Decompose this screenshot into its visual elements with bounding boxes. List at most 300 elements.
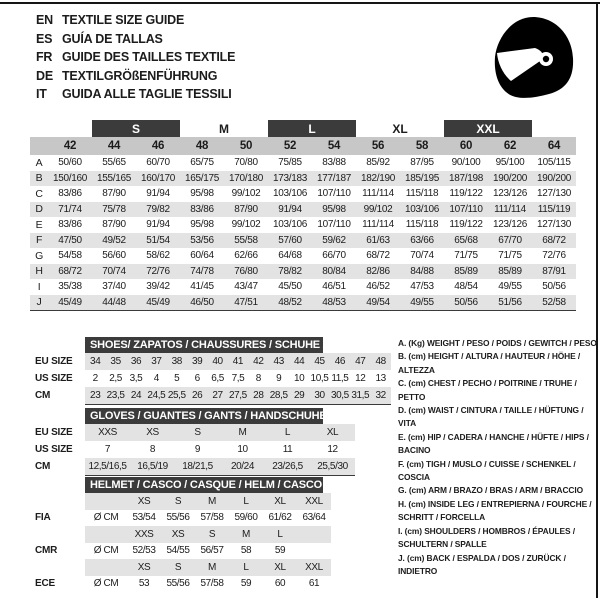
language-code: FR (36, 50, 53, 65)
glove-size-cell: 23/26,5 (272, 461, 303, 472)
measurement-cell: 35/38 (58, 281, 82, 293)
measurement-cell: 74/78 (190, 265, 214, 277)
shoe-size-cell: 28 (253, 390, 264, 401)
shoe-size-cell: 46 (334, 356, 346, 367)
helmet-measure-cell: 54/55 (166, 545, 190, 557)
measurement-cell: 115/119 (537, 203, 571, 215)
measurement-cell: 190/200 (536, 172, 572, 184)
helmet-size-cell: XS (137, 561, 151, 573)
shoes-section-title: SHOES/ ZAPATOS / CHAUSSURES / SCHUHE / SCARPE (85, 337, 323, 353)
measurement-cell: 85/89 (454, 265, 478, 277)
legend-item: I. (cm) SHOULDERS / HOMBROS / ÉPAULES / SCHULTERN / SPALLE (398, 525, 575, 550)
helmet-size-label-row (85, 493, 331, 510)
shoe-size-cell: 7,5 (231, 373, 245, 384)
size-table-row (85, 458, 355, 475)
measurement-cell: 115/118 (405, 219, 439, 231)
shoe-size-cell: 42 (253, 356, 264, 367)
measurement-cell: 119/122 (449, 188, 483, 200)
measurement-row (30, 248, 576, 264)
size-table-row (85, 353, 391, 370)
glove-size-cell: 12 (327, 444, 338, 455)
row-letter: E (35, 218, 43, 231)
shoe-size-cell: 26 (191, 390, 203, 401)
helmet-value-row (85, 510, 331, 527)
measurement-cell: 123/126 (492, 219, 528, 231)
row-letter: A (35, 156, 43, 169)
row-label: CM (35, 389, 51, 401)
standard-label: ECE (35, 577, 55, 589)
measurement-cell: 48/53 (322, 296, 346, 308)
row-label: US SIZE (35, 372, 73, 384)
glove-size-cell: 16,5/19 (137, 461, 168, 472)
helmet-size-cell: M (208, 495, 216, 507)
shoe-size-cell: 6 (194, 373, 200, 384)
measurement-cell: 82/86 (366, 265, 390, 277)
measurement-cell: 48/52 (278, 296, 302, 308)
glove-size-cell: XS (146, 427, 159, 438)
helmet-size-label-row (85, 559, 331, 576)
row-label: EU SIZE (35, 355, 73, 367)
measurement-cell: 59/62 (322, 234, 346, 246)
language-label: GUÍA DE TALLAS (62, 31, 163, 46)
shoe-size-cell: 5 (174, 373, 180, 384)
measurement-cell: 52/58 (542, 296, 566, 308)
helmet-measure-cell: 59/60 (234, 512, 258, 524)
measurement-cell: 160/170 (140, 172, 176, 184)
shoe-size-cell: 6,5 (211, 373, 224, 384)
measurement-cell: 127/130 (536, 219, 572, 231)
size-header-cell: 46 (151, 140, 165, 152)
shoe-size-cell: 2,5 (109, 373, 122, 384)
measurement-cell: 80/84 (322, 265, 346, 277)
measurement-cell: 66/70 (322, 250, 346, 262)
measurement-cell: 68/72 (58, 265, 82, 277)
measurement-cell: 170/180 (228, 172, 264, 184)
shoe-size-cell: 38 (171, 356, 182, 367)
measurement-cell: 49/54 (366, 296, 390, 308)
shoe-size-cell: 43 (273, 356, 284, 367)
shoe-size-cell: 9 (276, 373, 282, 384)
helmet-size-cell: L (243, 495, 249, 507)
row-letter: I (37, 280, 41, 293)
measurement-cell: 71/75 (498, 250, 522, 262)
glove-size-cell: 9 (194, 444, 201, 455)
measurement-cell: 70/74 (410, 250, 434, 262)
measurement-cell: 56/60 (102, 250, 126, 262)
helmet-measure-cell: 61/62 (268, 512, 292, 524)
measurement-cell: 70/74 (102, 265, 126, 277)
helmet-measure-cell: 61 (308, 578, 320, 590)
measurement-cell: 58/62 (146, 250, 170, 262)
diameter-unit-cell: Ø CM (93, 545, 119, 557)
shoe-size-cell: 2 (92, 373, 98, 384)
main-table-bottom-line (30, 310, 576, 311)
measurement-cell: 55/58 (234, 234, 258, 246)
measurement-cell: 49/52 (102, 234, 126, 246)
measurement-cell: 70/80 (234, 157, 258, 169)
measurement-cell: 39/42 (146, 281, 170, 293)
helmet-measure-cell: 57/58 (200, 578, 224, 590)
measurement-row (30, 217, 576, 233)
textile-size-table (30, 120, 576, 311)
helmet-size-cell: XXS (134, 528, 154, 540)
measurement-cell: 43/47 (234, 281, 258, 293)
measurement-row (30, 155, 576, 171)
size-header-cell: 58 (415, 140, 429, 152)
measurement-cell: 127/130 (536, 188, 572, 200)
shoe-size-cell: 3,5 (129, 373, 143, 384)
legend-item: G. (cm) ARM / BRAZO / BRAS / ARM / BRACCIO (398, 485, 584, 496)
measurement-cell: 95/98 (190, 219, 214, 231)
shoe-size-cell: 34 (90, 356, 101, 367)
row-letter: G (35, 249, 43, 262)
shoe-size-cell: 12 (355, 373, 366, 384)
glove-size-cell: 10 (237, 444, 248, 455)
legend-item: B. (cm) HEIGHT / ALTURA / HAUTEUR / HÖHE / ALTEZZA (398, 351, 581, 375)
helmet-size-cell: XL (274, 561, 286, 573)
legend-item: C. (cm) CHEST / PECHO / POITRINE / TRUHE / PETTO (398, 378, 577, 402)
size-header-cell: 48 (195, 140, 209, 152)
helmet-size-cell: M (242, 528, 250, 540)
shoe-size-cell: 23 (90, 390, 101, 401)
measurement-cell: 51/54 (146, 234, 170, 246)
measurement-cell: 85/92 (366, 157, 390, 169)
glove-size-cell: S (194, 427, 201, 438)
legend-item: A. (Kg) WEIGHT / PESO / POIDS / GEWITCH / PESO (398, 338, 597, 348)
helmet-measure-cell: 59 (240, 578, 252, 590)
measurement-cell: 71/75 (454, 250, 478, 262)
row-letter: F (35, 234, 43, 247)
shoe-size-cell: 13 (375, 373, 386, 384)
gloves-section-title: GLOVES / GUANTES / GANTS / HANDSCHUHE / GUANTI (85, 408, 323, 424)
measurement-cell: 53/56 (190, 234, 214, 246)
glove-size-cell: 7 (104, 444, 111, 455)
shoe-size-cell: 28,5 (269, 390, 288, 401)
measurement-cell: 99/102 (363, 203, 393, 215)
shoe-size-cell: 37 (151, 356, 162, 367)
measurement-cell: 61/63 (366, 234, 390, 246)
measurement-cell: 115/118 (405, 188, 439, 200)
measurement-cell: 185/195 (404, 172, 440, 184)
legend-item: H. (cm) INSIDE LEG / ENTREPIERNA / FOURCHE / SCHRITT / FORCELLA (398, 498, 592, 523)
legend-item: F. (cm) TIGH / MUSLO / CUISSE / SCHENKEL / COSCIA (398, 458, 576, 483)
shoe-size-cell: 47 (355, 356, 366, 367)
measurement-cell: 84/88 (410, 265, 434, 277)
row-letter: B (35, 172, 43, 185)
measurement-cell: 150/160 (52, 172, 88, 184)
shoes-section (30, 337, 391, 405)
shoe-size-cell: 39 (191, 356, 203, 367)
measurement-cell: 103/106 (272, 219, 308, 231)
shoe-size-cell: 35 (110, 356, 121, 367)
measurement-cell: 87/90 (234, 203, 258, 215)
helmet-size-cell: XS (137, 495, 151, 507)
helmet-size-cell: L (243, 561, 249, 573)
size-group-cell: L (268, 120, 356, 137)
measurement-cell: 91/94 (278, 203, 302, 215)
measurement-cell: 50/56 (454, 296, 478, 308)
glove-size-cell: 18/21,5 (182, 461, 213, 472)
helmet-size-cell: XXL (305, 495, 323, 507)
measurement-cell: 51/56 (498, 296, 522, 308)
measurement-cell: 75/78 (102, 203, 126, 215)
shoe-size-cell: 11,5 (331, 373, 349, 384)
measurement-cell: 99/102 (231, 188, 261, 200)
helmet-measure-cell: 56/57 (200, 545, 224, 557)
helmet-value-row (85, 543, 331, 560)
size-header-cell: 64 (547, 140, 561, 152)
measurement-row (30, 233, 576, 249)
shoe-size-cell: 41 (232, 356, 244, 367)
helmet-size-cell: XS (171, 528, 185, 540)
measurement-cell: 90/100 (451, 157, 481, 169)
measurement-cell: 65/75 (190, 157, 214, 169)
glove-size-cell: 20/24 (230, 461, 255, 472)
size-table-row (85, 387, 391, 404)
measurement-cell: 78/82 (278, 265, 302, 277)
helmet-measure-cell: 53/54 (132, 512, 156, 524)
language-row (36, 30, 235, 49)
measurement-cell: 68/72 (542, 234, 566, 246)
helmet-measure-cell: 57/58 (200, 512, 224, 524)
language-code: IT (36, 87, 47, 102)
measurement-cell: 165/175 (184, 172, 220, 184)
measurement-cell: 48/54 (454, 281, 478, 293)
measurement-cell: 83/86 (58, 219, 82, 231)
measurement-row (30, 171, 576, 187)
measurement-cell: 123/126 (492, 188, 528, 200)
row-label: EU SIZE (35, 426, 73, 438)
measurement-cell: 111/114 (494, 203, 526, 215)
measurement-cell: 45/49 (58, 296, 82, 308)
measurement-cell: 177/187 (316, 172, 352, 184)
corner-cell (30, 137, 48, 155)
glove-size-cell: 11 (282, 444, 293, 455)
measurement-row (30, 295, 576, 311)
measurement-cell: 62/66 (234, 250, 258, 262)
measurement-cell: 75/85 (278, 157, 302, 169)
size-table-row (85, 370, 391, 387)
measurement-cell: 46/51 (322, 281, 346, 293)
gloves-bottom-line (85, 475, 355, 476)
measurement-cell: 85/89 (498, 265, 522, 277)
measurement-cell: 190/200 (492, 172, 528, 184)
measurement-cell: 47/53 (410, 281, 434, 293)
measurement-cell: 87/91 (542, 265, 566, 277)
measurement-cell: 44/48 (102, 296, 126, 308)
measurement-cell: 57/60 (278, 234, 302, 246)
measurement-cell: 41/45 (190, 281, 214, 293)
measurement-cell: 83/86 (58, 188, 82, 200)
measurement-cell: 46/52 (366, 281, 390, 293)
size-header-cell: 44 (107, 140, 121, 152)
helmet-measure-cell: 53 (138, 578, 150, 590)
language-label: GUIDA ALLE TAGLIE TESSILI (62, 87, 232, 102)
measurement-cell: 105/115 (537, 157, 571, 169)
row-label: CM (35, 460, 51, 472)
helmet-measure-cell: 58 (240, 545, 252, 557)
measurement-cell: 63/66 (410, 234, 434, 246)
measurement-cell: 64/68 (278, 250, 302, 262)
shoe-size-cell: 27 (212, 390, 223, 401)
shoe-size-cell: 23,5 (106, 390, 125, 401)
measurement-cell: 46/50 (190, 296, 214, 308)
measurement-cell: 111/114 (362, 219, 394, 231)
glove-size-cell: 8 (149, 444, 156, 455)
shoe-size-cell: 32 (375, 390, 386, 401)
size-group-cell: XL (392, 121, 408, 136)
measurement-cell: 103/106 (404, 203, 440, 215)
helmet-value-row (85, 576, 331, 593)
measurement-cell: 60/64 (190, 250, 214, 262)
measurement-cell: 83/88 (322, 157, 346, 169)
size-header-cell: 52 (283, 140, 297, 152)
helmet-size-cell: S (208, 528, 216, 540)
measurement-cell: 99/102 (231, 219, 261, 231)
top-border-line (0, 2, 600, 4)
helmet-size-cell: S (174, 561, 182, 573)
gloves-section (30, 408, 376, 476)
legend-item: E. (cm) HIP / CADERA / HANCHE / HÜFTE / HIPS / BACINO (398, 431, 589, 456)
measurement-cell: 182/190 (360, 172, 396, 184)
standard-label: FIA (35, 511, 51, 523)
measurement-cell: 47/51 (234, 296, 258, 308)
measurement-cell: 95/98 (190, 188, 214, 200)
helmet-size-cell: XXL (305, 561, 323, 573)
measurement-cell: 107/110 (317, 219, 351, 231)
language-row (36, 11, 235, 30)
shoe-size-cell: 25,5 (167, 390, 186, 401)
glove-size-cell: XXS (98, 427, 117, 438)
language-code: ES (36, 31, 53, 46)
glove-size-cell: 25,5/30 (317, 461, 348, 472)
measurement-cell: 76/80 (234, 265, 258, 277)
language-label: TEXTILGRÖßENFÜHRUNG (62, 68, 218, 83)
standard-label: CMR (35, 544, 58, 556)
shoe-size-cell: 36 (130, 356, 142, 367)
shoe-size-cell: 44 (293, 356, 305, 367)
measurement-cell: 91/94 (146, 219, 170, 231)
helmet-section-title: HELMET / CASCO / CASQUE / HELM / CASCO (85, 477, 323, 493)
size-header-cell: 62 (503, 140, 517, 152)
glove-size-cell: XL (326, 427, 339, 438)
language-code: DE (36, 68, 53, 83)
measurement-cell: 37/40 (102, 281, 126, 293)
shoe-size-cell: 24 (130, 390, 142, 401)
size-table-row (85, 441, 355, 458)
measurement-cell: 107/110 (449, 203, 483, 215)
measurement-cell: 47/50 (58, 234, 82, 246)
measurement-cell: 72/76 (542, 250, 566, 262)
helmet-size-cell: L (277, 528, 283, 540)
legend-item: D. (cm) WAIST / CINTURA / TAILLE / HÜFTUNG / VITA (398, 405, 584, 429)
measurement-legend (398, 337, 598, 578)
helmet-icon-svg (486, 10, 578, 108)
shoe-size-cell: 48 (375, 356, 386, 367)
shoe-size-cell: 24,5 (147, 390, 166, 401)
size-group-row (30, 120, 576, 137)
helmet-measure-cell: 60 (274, 578, 286, 590)
measurement-cell: 45/50 (278, 281, 302, 293)
size-header-cell: 56 (371, 140, 385, 152)
language-label: GUIDE DES TAILLES TEXTILE (62, 50, 236, 65)
helmet-measure-cell: 55/56 (166, 512, 190, 524)
measurement-cell: 95/98 (322, 203, 346, 215)
measurement-cell: 87/95 (410, 157, 434, 169)
measurement-cell: 50/56 (542, 281, 566, 293)
measurement-cell: 119/122 (449, 219, 483, 231)
helmet-size-cell: M (208, 561, 216, 573)
shoe-size-cell: 10,5 (310, 373, 329, 384)
helmet-size-cell: S (174, 495, 182, 507)
measurement-cell: 45/49 (146, 296, 170, 308)
measurement-cell: 111/114 (362, 188, 394, 200)
language-row (36, 85, 235, 104)
measurement-cell: 60/70 (146, 157, 170, 169)
measurement-cell: 187/198 (448, 172, 484, 184)
measurement-cell: 65/68 (454, 234, 478, 246)
helmet-measure-cell: 63/64 (302, 512, 326, 524)
measurement-cell: 71/74 (58, 203, 82, 215)
helmet-section (30, 477, 331, 592)
measurement-cell: 91/94 (146, 188, 170, 200)
helmet-measure-cell: 52/53 (132, 545, 156, 557)
helmet-measure-cell: 55/56 (166, 578, 190, 590)
shoe-size-cell: 30,5 (330, 390, 349, 401)
row-letter: C (35, 187, 43, 200)
row-letter: H (35, 265, 43, 278)
measurement-cell: 95/100 (495, 157, 525, 169)
language-code: EN (36, 13, 53, 28)
size-group-cell: S (92, 120, 180, 137)
shoe-size-cell: 30 (314, 390, 325, 401)
language-row (36, 67, 235, 86)
legend-item: J. (cm) BACK / ESPALDA / DOS / ZURÜCK / INDIETRO (398, 552, 566, 576)
language-label: TEXTILE SIZE GUIDE (62, 13, 185, 28)
shoe-size-cell: 8 (255, 373, 261, 384)
measurement-row (30, 279, 576, 295)
shoe-size-cell: 4 (153, 373, 159, 384)
measurement-cell: 68/72 (366, 250, 390, 262)
measurement-cell: 87/90 (102, 188, 126, 200)
measurement-row (30, 202, 576, 218)
size-header-cell: 42 (63, 140, 77, 152)
measurement-cell: 83/86 (190, 203, 214, 215)
measurement-cell: 49/55 (410, 296, 434, 308)
shoe-size-cell: 10 (293, 373, 305, 384)
row-label: US SIZE (35, 443, 73, 455)
shoe-size-cell: 40 (212, 356, 223, 367)
language-row (36, 48, 235, 67)
shoe-size-cell: 29 (293, 390, 305, 401)
row-letter: J (36, 296, 42, 309)
shoes-bottom-line (85, 404, 391, 405)
measurement-row (30, 186, 576, 202)
glove-size-cell: M (238, 427, 247, 438)
measurement-cell: 107/110 (317, 188, 351, 200)
measurement-cell: 72/76 (146, 265, 170, 277)
size-header-cell: 50 (239, 140, 253, 152)
measurement-cell: 54/58 (58, 250, 82, 262)
measurement-cell: 173/183 (272, 172, 308, 184)
size-table-row (85, 424, 355, 441)
row-letter: D (35, 203, 43, 216)
size-group-cell: XXL (444, 120, 532, 137)
measurement-cell: 55/65 (102, 157, 126, 169)
shoe-size-cell: 31,5 (351, 390, 370, 401)
measurement-cell: 103/106 (272, 188, 308, 200)
measurement-cell: 155/165 (96, 172, 132, 184)
